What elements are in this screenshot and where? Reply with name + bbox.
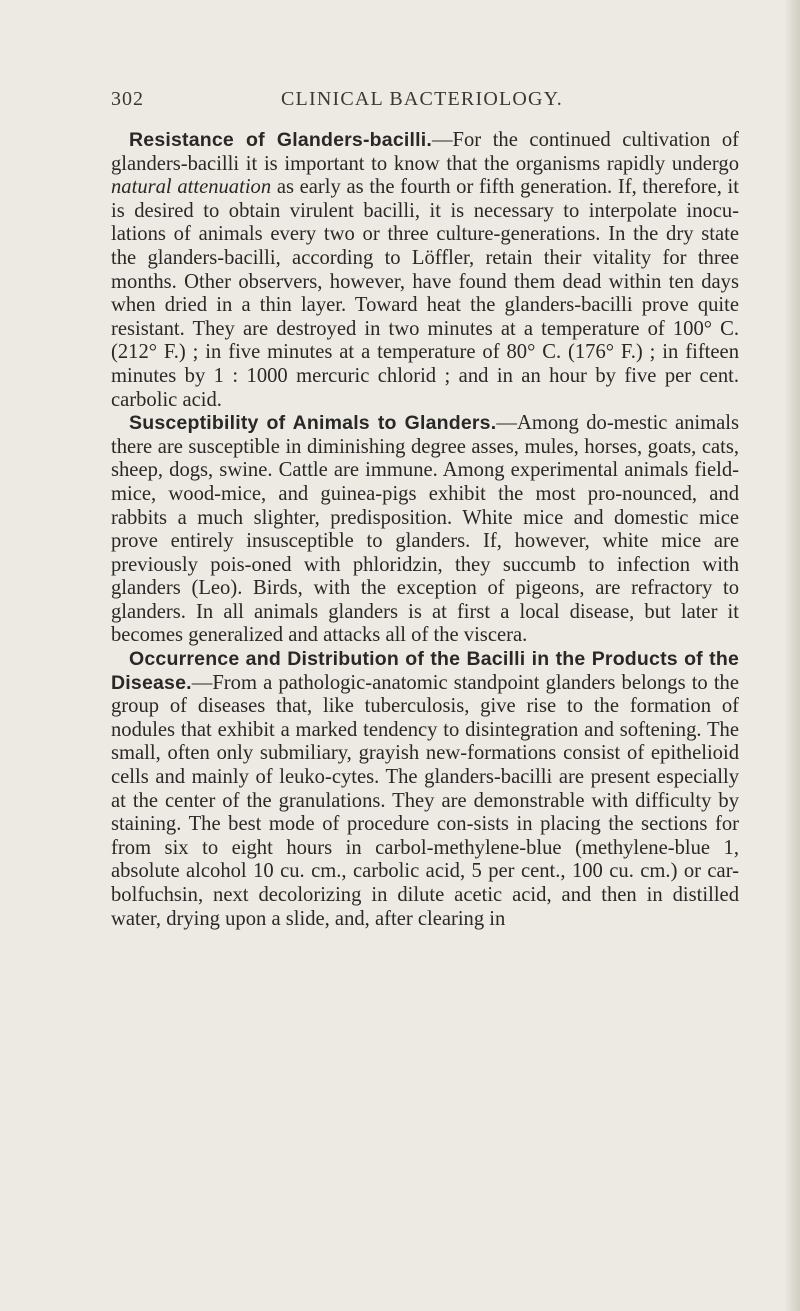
page-edge-shadow — [784, 0, 800, 1311]
paragraph-text: —For the continued cultivation of glanders-bacilli it is important to know that the organisms rapidly undergo — [111, 129, 739, 175]
running-title: CLINICAL BACTERIOLOGY. — [281, 88, 563, 110]
section-heading-occurrence: Occurrence and Distribution of the Bacilli in the Products of the Disease. — [111, 648, 739, 694]
paragraph-susceptibility — [111, 412, 739, 648]
paragraph-text: —From a pathologic-anatomic standpoint glanders belongs to the group of diseases that, like tuberculosis, give rise to the formation of nodules that exhibit a marked tendency to disintegration and softening. The small, often only submiliary, grayish new-formations consist of epithelioid cells and mainly of leuko-cytes. The glanders-bacilli are present especially at the center of the granulations. They are demonstrable with difficulty by staining. The best mode of procedure con-sists in placing the sections for from six to eight hours in carbol-methylene-blue (methylene-blue 1, absolute alcohol 10 cu. cm., carbolic acid, 5 per cent., 100 cu. cm.) or car-bolfuchsin, next decolorizing in dilute acetic acid, and then in distilled water, drying upon a slide, and, after clearing in — [111, 671, 739, 930]
paragraph-text: as early as the fourth or fifth generation. If, therefore, it is desired to obtain virulent bacilli, it is necessary to interpolate inocu-lations of animals every two or three culture-generations. In the dry state the glanders-bacilli, according to Löffler, retain their vitality for three months. Other observers, however, have found them dead within ten days when dried in a thin layer. Toward heat the glanders-bacilli prove quite resistant. They are destroyed in two minutes at a temperature of 100° C. (212° F.) ; in five minutes at a temperature of 80° C. (176° F.) ; in fifteen minutes by 1 : 1000 mercuric chlorid ; and in an hour by five per cent. carbolic acid. — [111, 176, 739, 411]
page-number: 302 — [111, 88, 144, 110]
body-text — [111, 129, 739, 931]
section-heading-susceptibility: Susceptibility of Animals to Glanders. — [129, 412, 497, 435]
paragraph-text: —Among do-mestic animals there are susceptible in diminishing degree asses, mules, horses, goats, cats, sheep, dogs, swine. Cattle are immune. Among experimental animals field-mice, wood-mice, and guinea-pigs exhibit the most pro-nounced, and rabbits a much slighter, predisposition. White mice and domestic mice prove entirely insusceptible to glanders. If, however, white mice are previously pois-oned with phloridzin, they succumb to infection with glanders (Leo). Birds, with the exception of pigeons, are refractory to glanders. In all animals glanders is at first a local disease, but later it becomes generalized and attacks all of the viscera. — [111, 412, 739, 647]
italic-term: natural attenuation — [111, 176, 272, 199]
paragraph-resistance — [111, 129, 739, 412]
section-heading-resistance: Resistance of Glanders-bacilli. — [129, 129, 432, 151]
paragraph-occurrence — [111, 648, 739, 931]
